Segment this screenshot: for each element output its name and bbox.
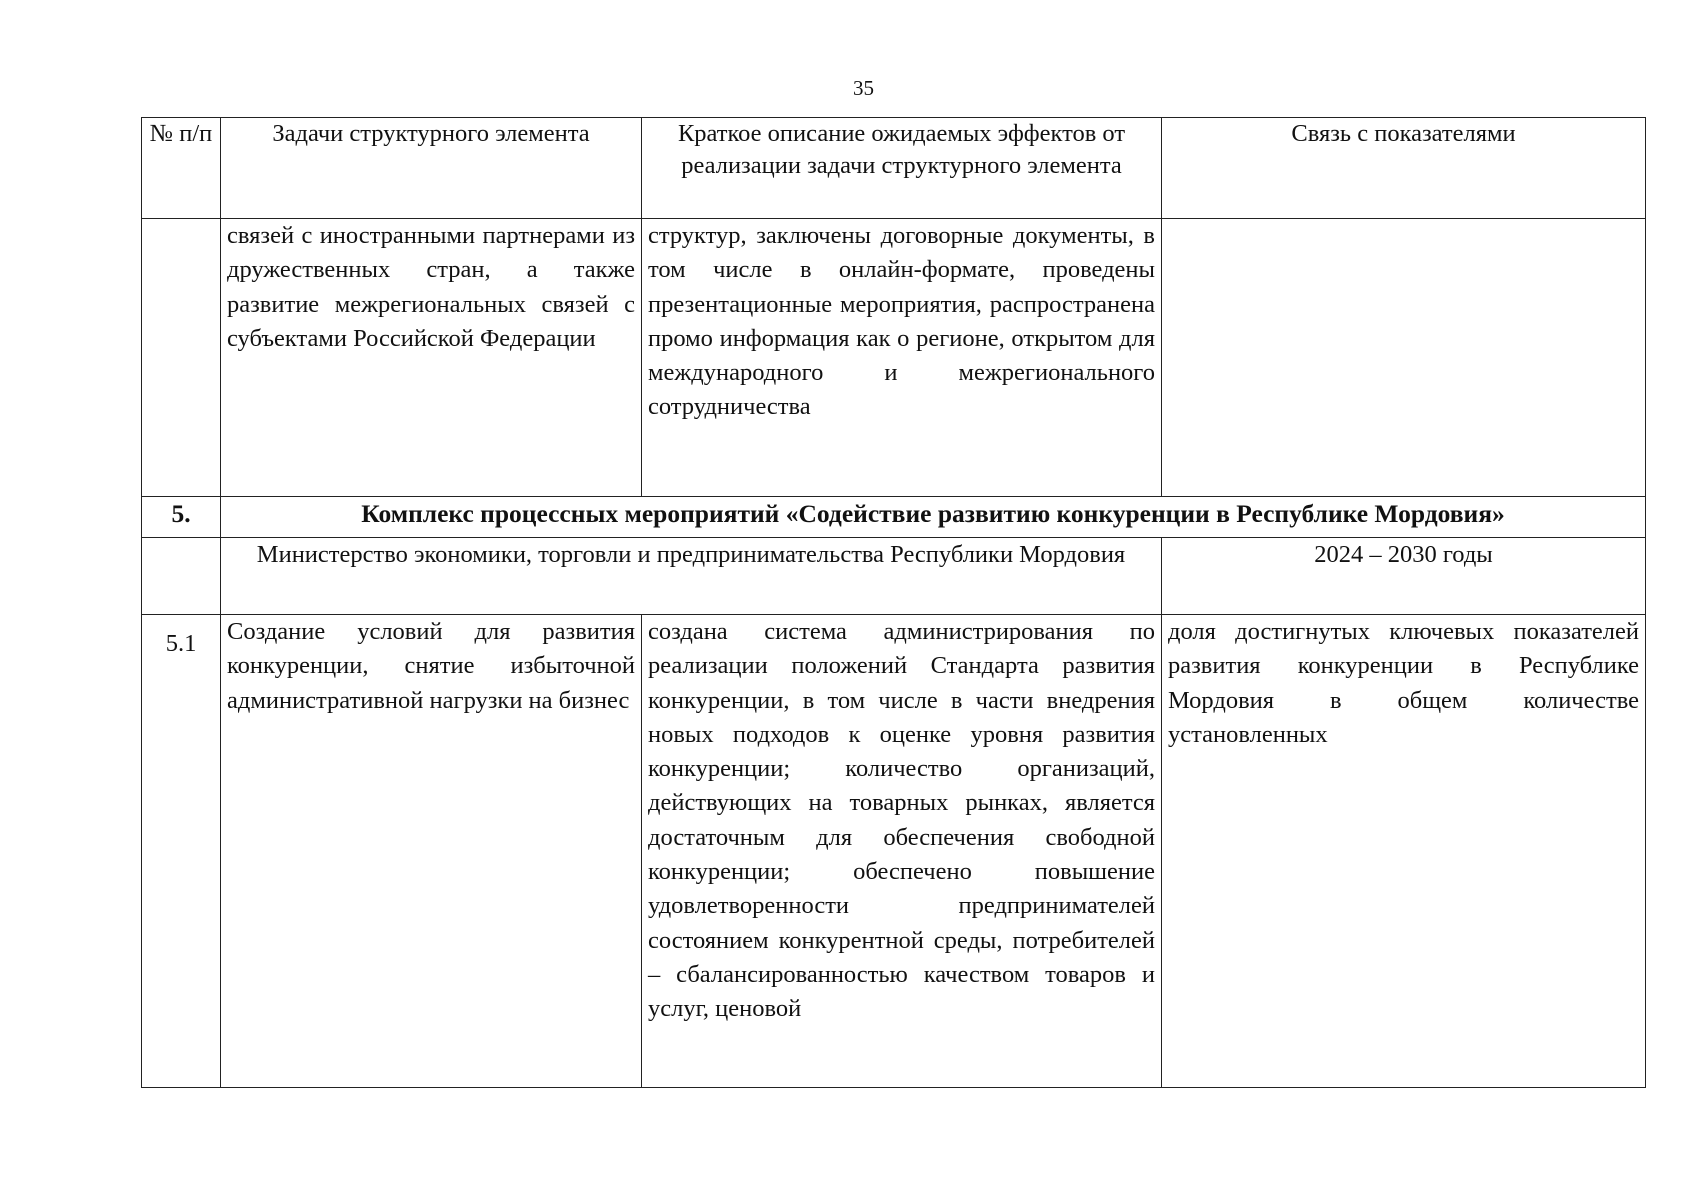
header-tasks: Задачи структурного элемента (221, 118, 642, 219)
cell-indicator: доля достигнутых ключевых показателей развития конкуренции в Республике Мордовия в общем количестве установленных (1162, 615, 1646, 1088)
implementation-period: 2024 – 2030 годы (1162, 538, 1646, 615)
header-effects: Краткое описание ожидаемых эффектов от реализации задачи структурного элемента (642, 118, 1162, 219)
page-number: 35 (853, 76, 874, 100)
section-num: 5. (142, 497, 221, 538)
cell-effect: структур, заключены договорные документы, в том числе в онлайн-формате, проведены презентационные мероприятия, распространена промо информация как о регионе, открытом для международного и межрегионального сотрудничества (642, 219, 1162, 497)
section-title: Комплекс процессных мероприятий «Содействие развитию конкуренции в Республике Мордовия» (221, 497, 1646, 538)
cell-task: связей с иностранными партнерами из дружественных стран, а также развитие межрегиональных связей с субъектами Российской Федерации (221, 219, 642, 497)
cell-indicator (1162, 219, 1646, 497)
header-num: № п/п (142, 118, 221, 219)
section-row (142, 497, 1646, 538)
table-row (142, 219, 1646, 497)
header-indicators: Связь с показателями (1162, 118, 1646, 219)
responsible-ministry: Министерство экономики, торговли и предпринимательства Республики Мордовия (221, 538, 1162, 615)
cell-effect: создана система администрирования по реализации положений Стандарта развития конкуренции, в том числе в части внедрения новых подходов к оценке уровня развития конкуренции; количество организаций, действующих на товарных рынках, является достаточным для обеспечения свободной конкуренции; обеспечено повышение удовлетворенности предпринимателей состоянием конкурентной среды, потребителей – сбалансированностью качеством товаров и услуг, ценовой (642, 615, 1162, 1088)
cell-num: 5.1 (142, 615, 221, 1088)
cell-empty (142, 538, 221, 615)
cell-num (142, 219, 221, 497)
responsible-row (142, 538, 1646, 615)
table-row (142, 615, 1646, 1088)
structural-elements-table (141, 117, 1646, 1088)
cell-task: Создание условий для развития конкуренции, снятие избыточной административной нагрузки на бизнес (221, 615, 642, 1088)
table-header-row (142, 118, 1646, 219)
